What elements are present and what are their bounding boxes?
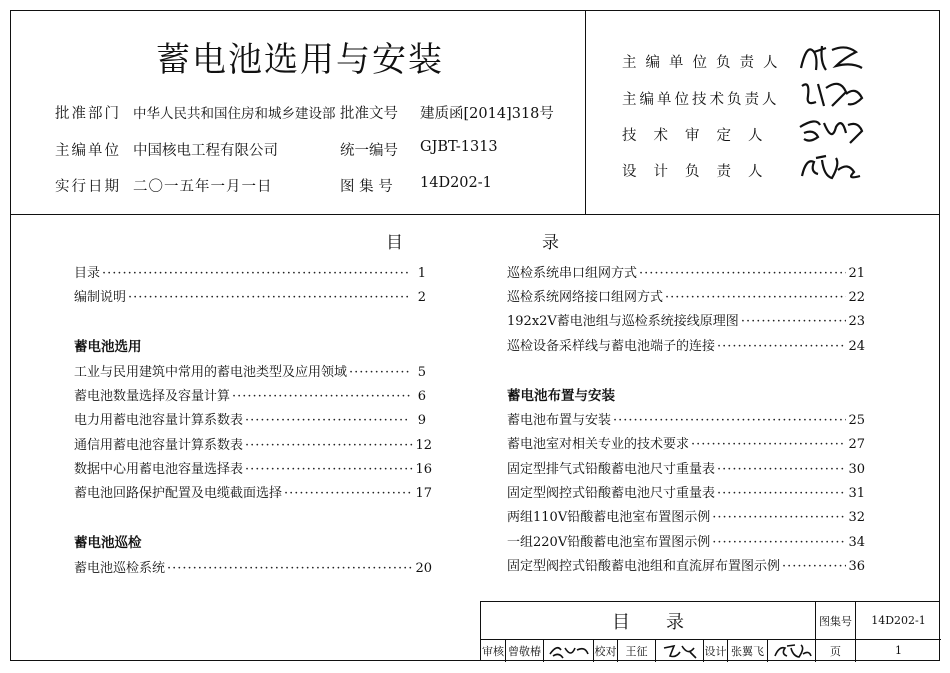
signature-1: [796, 40, 866, 76]
toc-item[interactable]: 两组110V铅酸蓄电池室布置图示例 ····· 32: [507, 506, 865, 524]
signature-4: [796, 150, 866, 186]
toc-item[interactable]: 固定型阀控式铅酸蓄电池尺寸重量表 ····· 31: [507, 482, 865, 500]
approval-no: 建质函[2014]318号: [420, 106, 554, 122]
atlas-no-label: 图 集 号: [340, 179, 393, 195]
header-divider: [10, 214, 940, 215]
unified-no: GJBT-1313: [420, 139, 498, 155]
section-heading: 蓄电池布置与安装: [507, 388, 615, 404]
approval-dept-label: 批准部门: [55, 106, 121, 122]
drawing-title: 目 录: [612, 611, 684, 633]
toc-item[interactable]: 蓄电池布置与安装 ····· 25: [507, 409, 865, 427]
editor-unit-label: 主编单位: [55, 143, 121, 159]
toc-item[interactable]: 巡检设备采样线与蓄电池端子的连接 ····· 24: [507, 335, 865, 353]
responsible-role-3: 技术审定人: [622, 128, 780, 144]
checker-signature: [655, 639, 703, 662]
responsible-role-4: 设计负责人: [622, 164, 780, 180]
review-label: 审核: [482, 644, 504, 658]
page-number: 1: [855, 639, 941, 662]
toc-item[interactable]: 192x2V蓄电池组与巡检系统接线原理图 ····· 23: [507, 310, 865, 328]
designer-signature: [767, 639, 815, 662]
toc-item[interactable]: 蓄电池回路保护配置及电缆截面选择 ····· 17: [74, 482, 432, 500]
effective-date-label: 实行日期: [55, 179, 121, 195]
toc-item[interactable]: 目录 ····· 1: [74, 262, 426, 280]
toc-heading-left: 目: [386, 233, 403, 253]
section-heading: 蓄电池选用: [74, 339, 142, 355]
signature-3: [796, 113, 866, 149]
atlas-no-cell: 14D202-1: [855, 602, 941, 639]
signature-2: [796, 76, 866, 112]
toc-heading-right: 录: [542, 233, 559, 253]
checker-name: 王征: [617, 639, 655, 662]
toc-item[interactable]: 固定型阀控式铅酸蓄电池组和直流屏布置图示例 ····· 36: [507, 555, 865, 573]
toc-item[interactable]: 编制说明 ····· 2: [74, 286, 426, 304]
responsible-role-2: 主编单位技术负责人: [622, 92, 780, 108]
title-block: [480, 601, 940, 661]
toc-item[interactable]: 固定型排气式铅酸蓄电池尺寸重量表 ····· 30: [507, 458, 865, 476]
toc-item[interactable]: 工业与民用建筑中常用的蓄电池类型及应用领域 ····· 5: [74, 361, 426, 379]
atlas-no: 14D202-1: [420, 175, 492, 191]
unified-no-label: 统一编号: [340, 143, 398, 159]
check-label: 校对: [593, 639, 617, 662]
page-title: 蓄电池选用与安装: [156, 40, 444, 80]
effective-date: 二〇一五年一月一日: [133, 179, 273, 195]
toc-item[interactable]: 通信用蓄电池容量计算系数表 ····· 12: [74, 434, 432, 452]
header-vertical-divider: [585, 10, 586, 214]
toc-item[interactable]: 巡检系统网络接口组网方式 ····· 22: [507, 286, 865, 304]
design-label: 设计: [703, 639, 727, 662]
toc-item[interactable]: 巡检系统串口组网方式 ····· 21: [507, 262, 865, 280]
editor-unit: 中国核电工程有限公司: [133, 143, 278, 159]
toc-item[interactable]: 数据中心用蓄电池容量选择表 ····· 16: [74, 458, 432, 476]
reviewer-name: 曾敬椿: [505, 639, 543, 662]
approval-no-label: 批准文号: [340, 106, 398, 122]
responsible-role-1: 主编单位负责人: [622, 55, 787, 71]
atlas-no-label-cell: 图集号: [815, 602, 855, 639]
toc-item[interactable]: 蓄电池巡检系统 ····· 20: [74, 557, 432, 575]
page-label: 页: [815, 639, 855, 662]
section-heading: 蓄电池巡检: [74, 535, 142, 551]
approval-dept: 中华人民共和国住房和城乡建设部: [133, 106, 336, 122]
toc-item[interactable]: 蓄电池室对相关专业的技术要求 ····· 27: [507, 433, 865, 451]
designer-name: 张翼飞: [727, 639, 767, 662]
toc-item[interactable]: 蓄电池数量选择及容量计算 ····· 6: [74, 385, 426, 403]
toc-item[interactable]: 电力用蓄电池容量计算系数表 ····· 9: [74, 409, 426, 427]
reviewer-signature: [543, 639, 593, 662]
toc-item[interactable]: 一组220V铅酸蓄电池室布置图示例 ····· 34: [507, 531, 865, 549]
